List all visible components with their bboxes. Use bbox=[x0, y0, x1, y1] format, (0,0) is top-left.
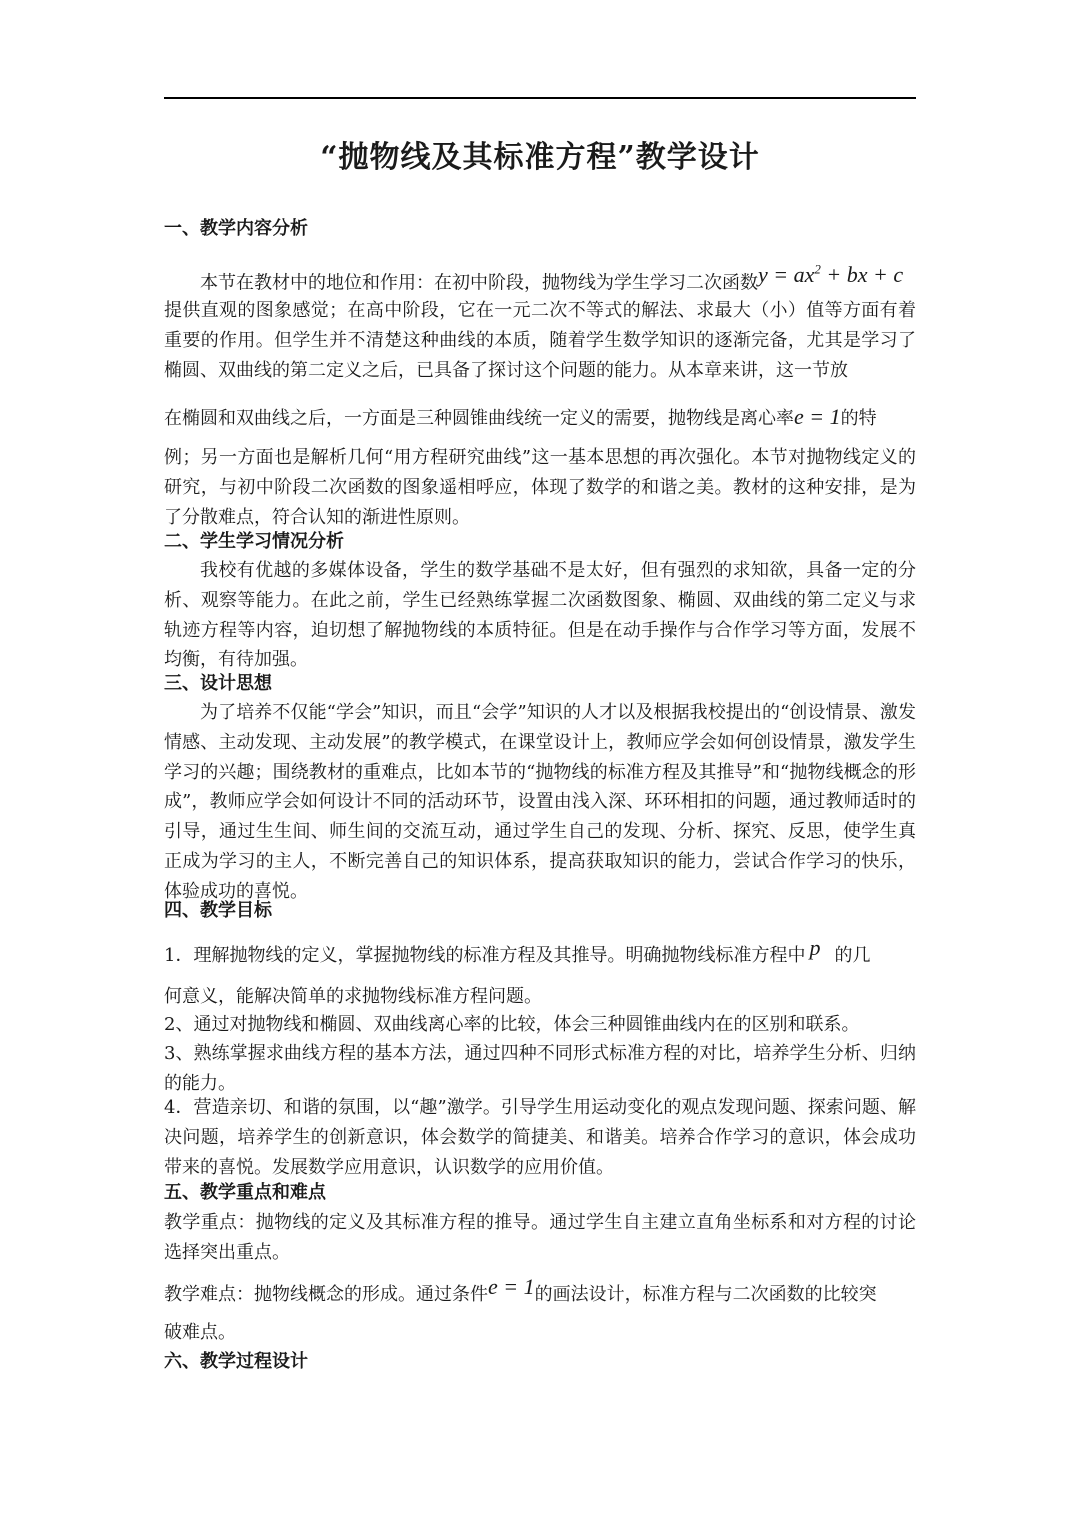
section-1-para-body: 提供直观的图象感觉；在高中阶段，它在一元二次不等式的解法、求最大（小）值等方面有着重要的作用。但学生并不清楚这种曲线的本质，随着学生数学知识的逐渐完备，尤其是学习了椭圆、双曲线的第二定义之后，已具备了探讨这个问题的能力。从本章来讲，这一节放 bbox=[164, 300, 916, 381]
section-3-para: 为了培养不仅能“学会”知识，而且“会学”知识的人才以及根据我校提出的“创设情景、激发情感、主动发现、主动发展”的教学模式，在课堂设计上，教师应学会如何创设情景，激发学生学习的兴趣；围绕教材的重难点，比如本节的“抛物线的标准方程及其推导”和“抛物线概念的形成”，教师应学会如何设计不同的活动环节，设置由浅入深、环环相扣的问题，通过教师适时的引导，通过生生间、师生间的交流互动，通过学生自己的发现、分析、探究、反思，使学生真正成为学习的主人，不断完善自己的知识体系，提高获取知识的能力，尝试合作学习的快乐，体验成功的喜悦。 bbox=[164, 702, 916, 902]
goal-4: 4．营造亲切、和谐的氛围，以“趣”激学。引导学生用运动变化的观点发现问题、探索问题、解决问题，培养学生的创新意识，体会数学的简捷美、和谐美。培养合作学习的意识，体会成功带来的喜悦。发展数学应用意识，认识数学的应用价值。 bbox=[164, 1097, 916, 1178]
formula-e-equals-1: e = 1 bbox=[488, 1274, 535, 1299]
key-point: 教学重点：抛物线的定义及其标准方程的推导。通过学生自主建立直角坐标系和对方程的讨论选择突出重点。 bbox=[164, 1212, 916, 1263]
difficulty-text-a: 教学难点：抛物线概念的形成。通过条件 bbox=[164, 1284, 488, 1305]
section-1-heading: 一、教学内容分析 bbox=[164, 218, 308, 239]
section-3-heading: 三、设计思想 bbox=[164, 673, 272, 694]
goal-1-text-b: 的几 bbox=[834, 945, 871, 966]
section-2-para: 我校有优越的多媒体设备，学生的数学基础不是太好，但有强烈的求知欲，具备一定的分析、观察等能力。在此之前，学生已经熟练掌握二次函数图象、椭圆、双曲线的第二定义与求轨迹方程等内容，迫切想了解抛物线的本质特征。但是在动手操作与合作学习等方面，发展不均衡，有待加强。 bbox=[164, 560, 916, 671]
section-5-heading: 五、教学重点和难点 bbox=[164, 1182, 326, 1203]
section-1-text-d: 的特 bbox=[840, 408, 877, 429]
section-1-para-line-e bbox=[164, 400, 916, 436]
formula-quadratic: $y = ax^2$ + bx + c bbox=[758, 262, 904, 288]
goal-2: 2、通过对抛物线和椭圆、双曲线离心率的比较，体会三种圆锥曲线内在的区别和联系。 bbox=[164, 1014, 860, 1035]
section-1-para-end: 例；另一方面也是解析几何“用方程研究曲线”这一基本思想的再次强化。本节对抛物线定义的研究，与初中阶段二次函数的图象遥相呼应，体现了数学的和谐之美。教材的这种安排，是为了分散难点，符合认知的渐进性原则。 bbox=[164, 447, 916, 528]
section-1-para-line1 bbox=[164, 258, 916, 301]
goal-1-line1 bbox=[164, 935, 916, 972]
section-2-heading: 二、学生学习情况分析 bbox=[164, 531, 344, 552]
section-1-text-c: 在椭圆和双曲线之后，一方面是三种圆锥曲线统一定义的需要，抛物线是离心率 bbox=[164, 408, 794, 429]
section-1-text-a: 本节在教材中的地位和作用：在初中阶段，抛物线为学生学习二次函数 bbox=[200, 272, 758, 294]
difficulty-text-b: 的画法设计，标准方程与二次函数的比较突 bbox=[534, 1284, 877, 1305]
difficulty-line1 bbox=[164, 1274, 916, 1311]
page-title: “抛物线及其标准方程”教学设计 bbox=[320, 140, 760, 175]
header-rule bbox=[164, 97, 916, 99]
goal-1-text-a: 1．理解抛物线的定义，掌握抛物线的标准方程及其推导。明确抛物线标准方程中 bbox=[164, 945, 806, 966]
section-4-heading: 四、教学目标 bbox=[164, 900, 272, 921]
formula-p: p bbox=[809, 935, 821, 960]
goal-1-line2: 何意义，能解决简单的求抛物线标准方程问题。 bbox=[164, 986, 542, 1007]
section-6-heading: 六、教学过程设计 bbox=[164, 1351, 308, 1372]
goal-3: 3、熟练掌握求曲线方程的基本方法，通过四种不同形式标准方程的对比，培养学生分析、归纳的能力。 bbox=[164, 1043, 916, 1094]
formula-eccentricity: e = 1 bbox=[794, 404, 841, 429]
difficulty-line2: 破难点。 bbox=[164, 1322, 236, 1343]
